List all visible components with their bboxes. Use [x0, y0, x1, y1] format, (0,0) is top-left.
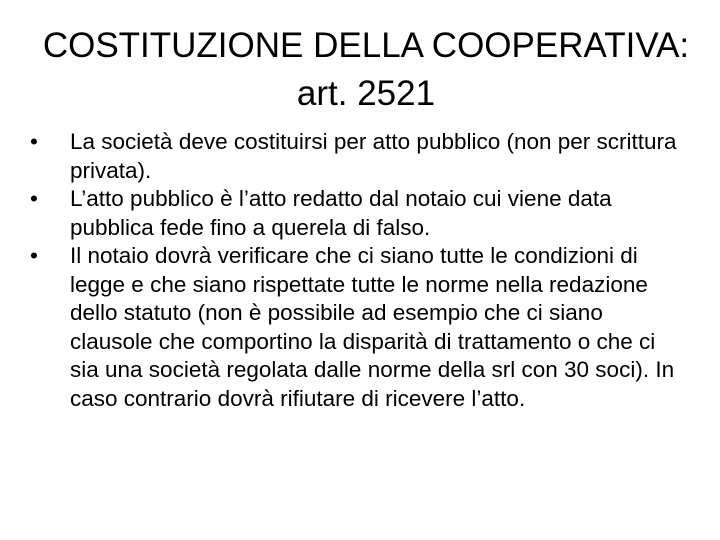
- bullet-list: [30, 128, 680, 413]
- bullet-marker-icon: •: [30, 129, 38, 154]
- bullet-text-2: L’atto pubblico è l’atto redatto dal notaio cui viene data pubblica fede fino a querela di falso.: [70, 186, 612, 240]
- bullet-item-1: [30, 128, 680, 185]
- slide-title: [36, 22, 696, 118]
- bullet-marker-icon: •: [30, 186, 38, 211]
- bullet-item-2: [30, 185, 680, 242]
- bullet-text-3: Il notaio dovrà verificare che ci siano tutte le condizioni di legge e che siano rispettate tutte le norme nella redazione dello statuto (non è possibile ad esempio che ci siano clausole che comportino la disparità di trattamento o che ci sia una società regolata dalle norme della srl con 30 soci). In caso contrario dovrà rifiutare di ricevere l’atto.: [70, 243, 675, 411]
- bullet-item-3: [30, 242, 680, 413]
- bullet-marker-icon: •: [30, 243, 38, 268]
- slide-title-line-2: art. 2521: [296, 74, 436, 113]
- slide-title-line-1: COSTITUZIONE DELLA COOPERATIVA:: [42, 26, 690, 65]
- bullet-text-1: La società deve costituirsi per atto pubblico (non per scrittura privata).: [70, 129, 677, 183]
